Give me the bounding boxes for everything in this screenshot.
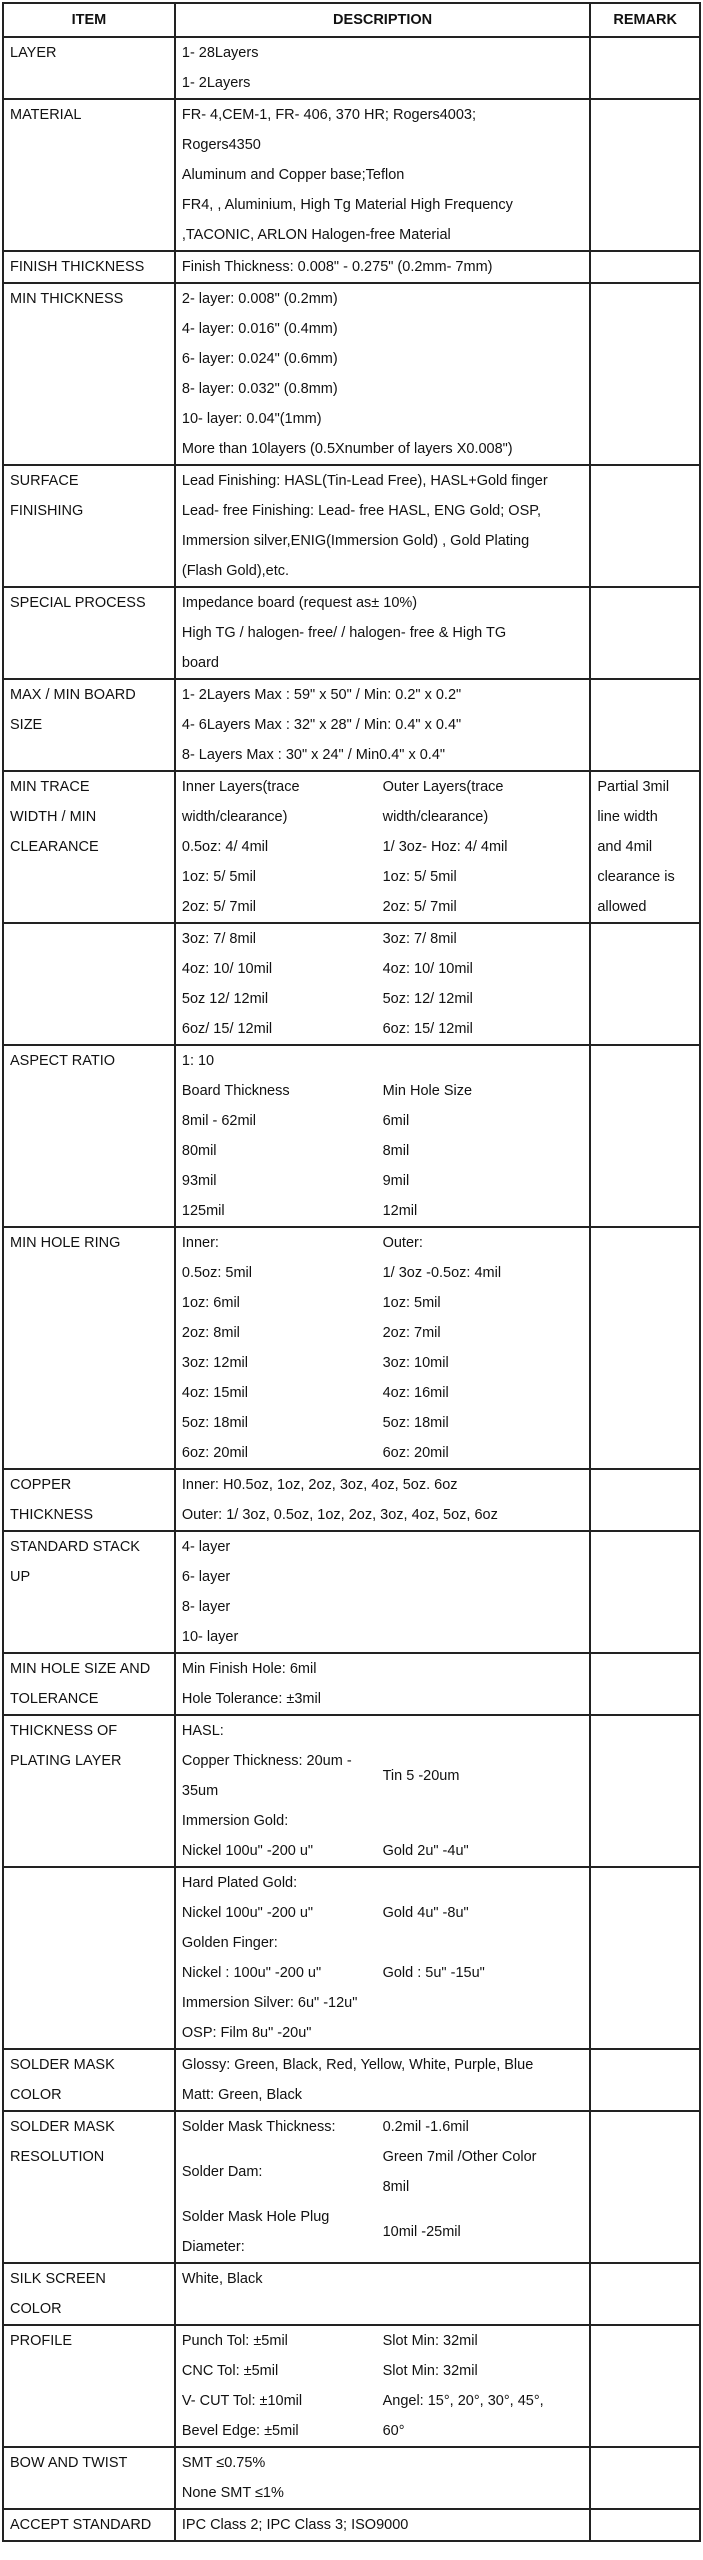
- desc-line: 8- Layers Max : 30" x 24" / Min0.4" x 0.4": [181, 747, 446, 763]
- desc-line: FR4, , Aluminium, High Tg Material High Frequency: [181, 197, 513, 213]
- desc-line: 0.2mil -1.6mil: [382, 2119, 469, 2135]
- desc-line: Hole Tolerance: ±3mil: [181, 1691, 321, 1707]
- remark-line: allowed: [597, 899, 647, 915]
- hole-plug-value: [383, 2202, 584, 2262]
- desc-layer: [175, 37, 590, 99]
- spec-table: [2, 2, 701, 2542]
- desc-line: 4- 6Layers Max : 32" x 28" / Min: 0.4" x 0.4": [181, 717, 462, 733]
- desc-line: 9mil: [382, 1173, 410, 1189]
- item-mask-resolution: [3, 2111, 175, 2263]
- row-layer: [3, 37, 700, 99]
- row-plating-cont: [3, 1867, 700, 2049]
- remark-material: [590, 99, 700, 251]
- desc-line: 6oz/ 15/ 12mil: [181, 1021, 273, 1037]
- item-line: THICKNESS OF: [10, 1723, 118, 1739]
- desc-line: 5oz 12/ 12mil: [181, 991, 269, 1007]
- desc-line: Bevel Edge: ±5mil: [181, 2423, 299, 2439]
- item-line: PLATING LAYER: [10, 1753, 122, 1769]
- desc-line: Immersion silver,ENIG(Immersion Gold) , Gold Plating: [181, 533, 530, 549]
- desc-line: 6- layer: 0.024" (0.6mm): [181, 351, 338, 367]
- row-min-thickness: [3, 283, 700, 465]
- item-line: MAX / MIN BOARD: [10, 687, 136, 703]
- row-material: [3, 99, 700, 251]
- row-finish-thickness: [3, 251, 700, 283]
- item-copper: [3, 1469, 175, 1531]
- item-line: UP: [10, 1569, 31, 1585]
- mask-thickness-label: [182, 2112, 383, 2142]
- desc-line: Inner: H0.5oz, 1oz, 2oz, 3oz, 4oz, 5oz. 6oz: [181, 1477, 458, 1493]
- item-surface-finishing: [3, 465, 175, 587]
- desc-line: Solder Mask Hole Plug: [181, 2209, 330, 2225]
- item-finish-thickness: FINISH THICKNESS: [3, 251, 175, 283]
- desc-silk: [175, 2263, 590, 2325]
- desc-line: 5oz: 12/ 12mil: [382, 991, 473, 1007]
- remark-plating: [590, 1715, 700, 1867]
- row-silk: [3, 2263, 700, 2325]
- row-stackup: [3, 1531, 700, 1653]
- remark-finish-thickness: [590, 251, 700, 283]
- board-thickness-col: [182, 1076, 383, 1226]
- item-min-thickness: MIN THICKNESS: [3, 283, 175, 465]
- desc-min-trace-cont: [175, 923, 590, 1045]
- desc-line: Immersion Silver: 6u" -12u": [181, 1995, 358, 2011]
- item-line: TOLERANCE: [10, 1691, 99, 1707]
- desc-line: Outer Layers(trace: [382, 779, 504, 795]
- desc-stackup: [175, 1531, 590, 1653]
- desc-line: FR- 4,CEM-1, FR- 406, 370 HR; Rogers4003;: [181, 107, 477, 123]
- header-item: ITEM: [3, 3, 175, 37]
- desc-line: 10- layer: [181, 1629, 239, 1645]
- desc-line: 3oz: 7/ 8mil: [382, 931, 457, 947]
- item-silk: [3, 2263, 175, 2325]
- desc-line: V- CUT Tol: ±10mil: [181, 2393, 303, 2409]
- item-line: MIN HOLE SIZE AND: [10, 1661, 151, 1677]
- item-material: MATERIAL: [3, 99, 175, 251]
- desc-line: None SMT ≤1%: [181, 2485, 284, 2501]
- remark-aspect-ratio: [590, 1045, 700, 1227]
- desc-line: 125mil: [181, 1203, 225, 1219]
- desc-line: width/clearance): [382, 809, 489, 825]
- outer-layers: [383, 772, 584, 922]
- desc-line: CNC Tol: ±5mil: [181, 2363, 279, 2379]
- row-hole-ring: [3, 1227, 700, 1469]
- desc-line: HASL:: [181, 1723, 224, 1739]
- desc-line: 10mil -25mil: [382, 2224, 461, 2240]
- desc-profile: [175, 2325, 590, 2447]
- desc-line: Inner:: [181, 1235, 219, 1251]
- desc-line: 10- layer: 0.04"(1mm): [181, 411, 322, 427]
- desc-line: 8- layer: [181, 1599, 231, 1615]
- desc-line: 2oz: 5/ 7mil: [181, 899, 257, 915]
- gold-col: [383, 1836, 584, 1866]
- desc-line: Nickel 100u" -200 u": [181, 1843, 314, 1859]
- item-line: COLOR: [10, 2087, 62, 2103]
- desc-line: 5oz: 18mil: [181, 1415, 248, 1431]
- header-remark: REMARK: [590, 3, 700, 37]
- desc-line: Slot Min: 32mil: [382, 2333, 478, 2349]
- item-special-process: SPECIAL PROCESS: [3, 587, 175, 679]
- desc-line: 1- 28Layers: [181, 45, 259, 61]
- item-plating: [3, 1715, 175, 1867]
- desc-line: 6oz: 20mil: [181, 1445, 248, 1461]
- copper-thickness-col: [182, 1746, 383, 1806]
- item-board-size: [3, 679, 175, 771]
- item-line: COPPER: [10, 1477, 72, 1493]
- hard-nickel-col: [182, 1898, 383, 1928]
- remark-hole-size: [590, 1653, 700, 1715]
- desc-line: 8- layer: 0.032" (0.8mm): [181, 381, 338, 397]
- tin-col: [383, 1746, 584, 1806]
- desc-finish-thickness: [175, 251, 590, 283]
- desc-min-thickness: [175, 283, 590, 465]
- item-line: SIZE: [10, 717, 43, 733]
- desc-line: 3oz: 10mil: [382, 1355, 449, 1371]
- row-accept: [3, 2509, 700, 2541]
- item-hole-size: [3, 1653, 175, 1715]
- item-min-trace-cont: [3, 923, 175, 1045]
- desc-line: 4oz: 10/ 10mil: [382, 961, 473, 977]
- desc-special-process: [175, 587, 590, 679]
- desc-line: Impedance board (request as± 10%): [181, 595, 418, 611]
- desc-line: Matt: Green, Black: [181, 2087, 302, 2103]
- desc-line: Tin 5 -20um: [382, 1768, 460, 1784]
- item-mask-color: [3, 2049, 175, 2111]
- item-bow: BOW AND TWIST: [3, 2447, 175, 2509]
- desc-hole-size: [175, 1653, 590, 1715]
- desc-hole-ring: [175, 1227, 590, 1469]
- desc-line: 4oz: 16mil: [382, 1385, 449, 1401]
- row-mask-resolution: [3, 2111, 700, 2263]
- desc-mask-resolution: [175, 2111, 590, 2263]
- desc-line: OSP: Film 8u" -20u": [181, 2025, 312, 2041]
- inner-layers: [182, 772, 383, 922]
- mask-thickness-value: [383, 2112, 584, 2142]
- desc-plating: [175, 1715, 590, 1867]
- item-aspect-ratio: ASPECT RATIO: [3, 1045, 175, 1227]
- desc-line: Solder Mask Thickness:: [181, 2119, 336, 2135]
- item-line: STANDARD STACK: [10, 1539, 140, 1555]
- desc-line: 4oz: 15mil: [181, 1385, 248, 1401]
- desc-line: 2oz: 5/ 7mil: [382, 899, 457, 915]
- outer-ring-col: [383, 1228, 584, 1468]
- item-line: MIN TRACE: [10, 779, 90, 795]
- desc-line: More than 10layers (0.5Xnumber of layers X0.008"): [181, 441, 513, 457]
- desc-line: Lead Finishing: HASL(Tin-Lead Free), HASL+Gold finger: [181, 473, 548, 489]
- desc-line: 2oz: 7mil: [382, 1325, 441, 1341]
- desc-line: 1oz: 5/ 5mil: [181, 869, 257, 885]
- remark-board-size: [590, 679, 700, 771]
- desc-line: Green 7mil /Other Color: [382, 2149, 537, 2165]
- row-hole-size: [3, 1653, 700, 1715]
- desc-line: Gold 4u" -8u": [382, 1905, 469, 1921]
- item-plating-cont: [3, 1867, 175, 2049]
- desc-min-trace: [175, 771, 590, 923]
- desc-line: 35um: [181, 1783, 219, 1799]
- remark-line: line width: [597, 809, 658, 825]
- remark-line: Partial 3mil: [597, 779, 670, 795]
- remark-layer: [590, 37, 700, 99]
- row-min-trace-cont: [3, 923, 700, 1045]
- desc-line: White, Black: [181, 2271, 263, 2287]
- desc-material: [175, 99, 590, 251]
- desc-board-size: [175, 679, 590, 771]
- desc-line: Nickel 100u" -200 u": [181, 1905, 314, 1921]
- desc-line: Immersion Gold:: [181, 1813, 289, 1829]
- solder-dam-value: [383, 2142, 584, 2202]
- desc-line: 3oz: 12mil: [181, 1355, 248, 1371]
- row-copper: [3, 1469, 700, 1531]
- desc-line: 8mil: [382, 1143, 410, 1159]
- item-line: THICKNESS: [10, 1507, 93, 1523]
- desc-surface-finishing: [175, 465, 590, 587]
- desc-mask-color: [175, 2049, 590, 2111]
- remark-stackup: [590, 1531, 700, 1653]
- finger-nickel-col: [182, 1958, 383, 1988]
- inner-layers-cont: [182, 924, 383, 1044]
- desc-line: ,TACONIC, ARLON Halogen-free Material: [181, 227, 451, 243]
- desc-line: 12mil: [382, 1203, 418, 1219]
- desc-line: 4- layer: 0.016" (0.4mm): [181, 321, 338, 337]
- row-plating: [3, 1715, 700, 1867]
- remark-min-trace-cont: [590, 923, 700, 1045]
- header-description: DESCRIPTION: [175, 3, 590, 37]
- desc-line: 6mil: [382, 1113, 410, 1129]
- desc-line: 8mil - 62mil: [181, 1113, 256, 1129]
- desc-line: Slot Min: 32mil: [382, 2363, 478, 2379]
- row-bow: [3, 2447, 700, 2509]
- remark-surface-finishing: [590, 465, 700, 587]
- desc-line: Outer: 1/ 3oz, 0.5oz, 1oz, 2oz, 3oz, 4oz, 5oz, 6oz: [181, 1507, 498, 1523]
- row-mask-color: [3, 2049, 700, 2111]
- desc-line: Min Hole Size: [382, 1083, 473, 1099]
- desc-line: 1oz: 5mil: [382, 1295, 441, 1311]
- desc-line: Finish Thickness: 0.008" - 0.275" (0.2mm- 7mm): [181, 259, 493, 275]
- desc-line: Outer:: [382, 1235, 423, 1251]
- item-line: RESOLUTION: [10, 2149, 105, 2165]
- desc-line: 3oz: 7/ 8mil: [181, 931, 257, 947]
- desc-copper: [175, 1469, 590, 1531]
- hole-plug-label: [182, 2202, 383, 2262]
- desc-line: Angel: 15°, 20°, 30°, 45°,: [382, 2393, 544, 2409]
- header-row: [3, 3, 700, 37]
- desc-line: 60°: [382, 2423, 405, 2439]
- tolerance-col: [182, 2326, 383, 2446]
- desc-line: Golden Finger:: [181, 1935, 278, 1951]
- desc-line: 80mil: [181, 1143, 217, 1159]
- desc-line: board: [181, 655, 219, 671]
- desc-line: 4oz: 10/ 10mil: [181, 961, 273, 977]
- item-layer: LAYER: [3, 37, 175, 99]
- desc-line: SMT ≤0.75%: [181, 2455, 266, 2471]
- remark-min-trace: [590, 771, 700, 923]
- desc-line: 1oz: 5/ 5mil: [382, 869, 457, 885]
- desc-line: 6- layer: [181, 1569, 231, 1585]
- remark-hole-ring: [590, 1227, 700, 1469]
- desc-line: 2oz: 8mil: [181, 1325, 240, 1341]
- row-special-process: [3, 587, 700, 679]
- desc-line: Punch Tol: ±5mil: [181, 2333, 288, 2349]
- item-stackup: [3, 1531, 175, 1653]
- row-profile: [3, 2325, 700, 2447]
- desc-line: Lead- free Finishing: Lead- free HASL, ENG Gold; OSP,: [181, 503, 542, 519]
- nickel-col: [182, 1836, 383, 1866]
- desc-line: Copper Thickness: 20um -: [181, 1753, 352, 1769]
- desc-line: 0.5oz: 5mil: [181, 1265, 252, 1281]
- remark-bow: [590, 2447, 700, 2509]
- desc-line: 1: 10: [181, 1053, 215, 1069]
- desc-line: Rogers4350: [181, 137, 261, 153]
- item-line: SURFACE: [10, 473, 79, 489]
- desc-line: Nickel : 100u" -200 u": [181, 1965, 322, 1981]
- desc-line: Board Thickness: [181, 1083, 290, 1099]
- item-line: SOLDER MASK: [10, 2057, 115, 2073]
- remark-plating-cont: [590, 1867, 700, 2049]
- row-board-size: [3, 679, 700, 771]
- remark-copper: [590, 1469, 700, 1531]
- remark-line: clearance is: [597, 869, 675, 885]
- desc-line: Inner Layers(trace: [181, 779, 300, 795]
- desc-line: Solder Dam:: [181, 2164, 263, 2180]
- desc-line: 1/ 3oz -0.5oz: 4mil: [382, 1265, 502, 1281]
- desc-line: Gold 2u" -4u": [382, 1843, 469, 1859]
- desc-line: 8mil: [382, 2179, 410, 2195]
- row-min-trace: [3, 771, 700, 923]
- remark-profile: [590, 2325, 700, 2447]
- remark-mask-color: [590, 2049, 700, 2111]
- row-surface-finishing: [3, 465, 700, 587]
- desc-line: 1- 2Layers Max : 59" x 50" / Min: 0.2" x 0.2": [181, 687, 462, 703]
- row-aspect-ratio: [3, 1045, 700, 1227]
- desc-line: Min Finish Hole: 6mil: [181, 1661, 317, 1677]
- outer-layers-cont: [383, 924, 584, 1044]
- item-line: CLEARANCE: [10, 839, 99, 855]
- item-hole-ring: MIN HOLE RING: [3, 1227, 175, 1469]
- item-min-trace: [3, 771, 175, 923]
- remark-mask-resolution: [590, 2111, 700, 2263]
- item-line: SOLDER MASK: [10, 2119, 115, 2135]
- item-accept: ACCEPT STANDARD: [3, 2509, 175, 2541]
- desc-line: Diameter:: [181, 2239, 245, 2255]
- item-line: COLOR: [10, 2301, 62, 2317]
- desc-aspect-ratio: [175, 1045, 590, 1227]
- hard-gold-col: [383, 1898, 584, 1928]
- solder-dam-label: [182, 2142, 383, 2202]
- desc-line: Hard Plated Gold:: [181, 1875, 298, 1891]
- desc-line: Gold : 5u" -15u": [382, 1965, 485, 1981]
- desc-bow: [175, 2447, 590, 2509]
- min-hole-size-col: [383, 1076, 584, 1226]
- item-profile: PROFILE: [3, 2325, 175, 2447]
- desc-line: IPC Class 2; IPC Class 3; ISO9000: [181, 2517, 409, 2533]
- desc-line: Glossy: Green, Black, Red, Yellow, White, Purple, Blue: [181, 2057, 534, 2073]
- desc-line: width/clearance): [181, 809, 288, 825]
- desc-line: 0.5oz: 4/ 4mil: [181, 839, 269, 855]
- remark-accept: [590, 2509, 700, 2541]
- desc-line: 1/ 3oz- Hoz: 4/ 4mil: [382, 839, 508, 855]
- desc-line: 93mil: [181, 1173, 217, 1189]
- desc-line: 4- layer: [181, 1539, 231, 1555]
- remark-special-process: [590, 587, 700, 679]
- item-line: FINISHING: [10, 503, 84, 519]
- remark-line: and 4mil: [597, 839, 653, 855]
- slot-col: [383, 2326, 584, 2446]
- desc-line: 6oz: 20mil: [382, 1445, 449, 1461]
- desc-line: 5oz: 18mil: [382, 1415, 449, 1431]
- remark-silk: [590, 2263, 700, 2325]
- desc-plating-cont: [175, 1867, 590, 2049]
- desc-line: (Flash Gold),etc.: [181, 563, 290, 579]
- desc-line: 1oz: 6mil: [181, 1295, 240, 1311]
- item-line: WIDTH / MIN: [10, 809, 97, 825]
- desc-line: 2- layer: 0.008" (0.2mm): [181, 291, 338, 307]
- item-line: SILK SCREEN: [10, 2271, 106, 2287]
- desc-line: Aluminum and Copper base;Teflon: [181, 167, 405, 183]
- desc-line: 1- 2Layers: [181, 75, 251, 91]
- desc-accept: [175, 2509, 590, 2541]
- inner-ring-col: [182, 1228, 383, 1468]
- finger-gold-col: [383, 1958, 584, 1988]
- desc-line: 6oz: 15/ 12mil: [382, 1021, 473, 1037]
- desc-line: High TG / halogen- free/ / halogen- free & High TG: [181, 625, 507, 641]
- remark-min-thickness: [590, 283, 700, 465]
